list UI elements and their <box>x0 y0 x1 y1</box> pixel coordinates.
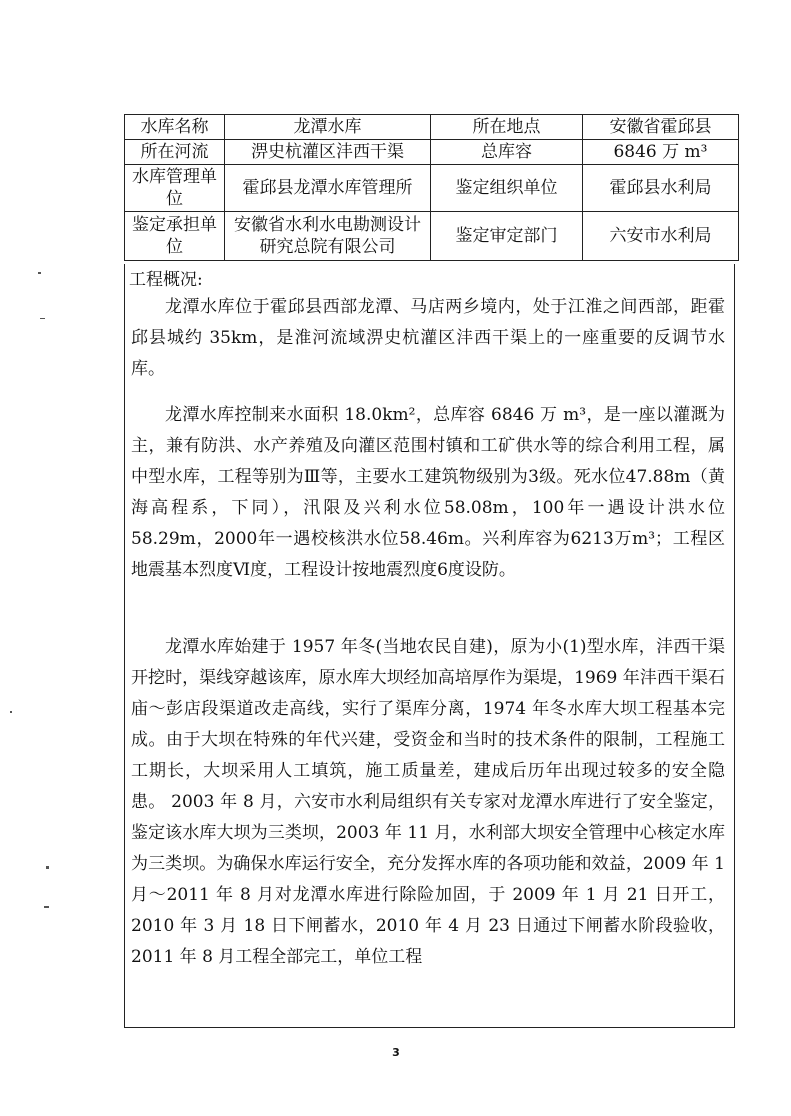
label-approval-dept: 鉴定审定部门 <box>431 212 583 261</box>
table-row <box>125 165 739 212</box>
value-management-unit: 霍邱县龙潭水库管理所 <box>225 165 431 212</box>
table-row <box>125 212 739 261</box>
label-organizing-unit: 鉴定组织单位 <box>431 165 583 212</box>
value-river: 淠史杭灌区沣西干渠 <box>225 140 431 165</box>
scan-speck <box>10 711 12 713</box>
page-number: 3 <box>392 1046 400 1059</box>
label-river: 所在河流 <box>125 140 225 165</box>
label-reservoir-name: 水库名称 <box>125 115 225 140</box>
overview-paragraph: 龙潭水库位于霍邱县西部龙潭、马店两乡境内，处于江淮之间西部，距霍邱县城约 35km，是淮河流域淠史杭灌区沣西干渠上的一座重要的反调节水库。 <box>131 297 725 379</box>
overview-paragraph: 龙潭水库控制来水面积 18.0km²，总库容 6846 万 m³，是一座以灌溉为主，兼有防洪、水产养殖及向灌区范围村镇和工矿供水等的综合利用工程，属中型水库，工程等别为Ⅲ等，主要水工建筑物级别为3级。死水位47.88m（黄海高程系，下同），汛限及兴利水位58.08m，100年一遇设计洪水位58.29m，2000年一遇校核洪水位58.46m。兴利库容为6213万m³；工程区地震基本烈度Ⅵ度，工程设计按地震烈度6度设防。 <box>131 405 725 580</box>
value-undertaking-unit: 安徽省水利水电勘测设计研究总院有限公司 <box>225 212 431 261</box>
table-row <box>125 140 739 165</box>
value-organizing-unit: 霍邱县水利局 <box>583 165 739 212</box>
label-total-capacity: 总库容 <box>431 140 583 165</box>
value-approval-dept: 六安市水利局 <box>583 212 739 261</box>
label-management-unit: 水库管理单位 <box>125 165 225 212</box>
overview-paragraph: 龙潭水库始建于 1957 年冬(当地农民自建)，原为小(1)型水库，沣西干渠开挖时，渠线穿越该库，原水库大坝经加高培厚作为渠堤，1969 年沣西干渠石庙～彭店段渠道改走高线，实行了渠库分离，1974 年冬水库大坝工程基本完成。由于大坝在特殊的年代兴建，受资金和当时的技术条件的限制，工程施工工期长，大坝采用人工填筑，施工质量差，建成后历年出现过较多的安全隐患。 2003 年 8 月，六安市水利局组织有关专家对龙潭水库进行了安全鉴定，鉴定该水库大坝为三类坝，2003 年 11 月，水利部大坝安全管理中心核定水库为三类坝。为确保水库运行安全，充分发挥水库的各项功能和效益，2009 年 1 月～2011 年 8 月对龙潭水库进行除险加固，于 2009 年 1 月 21 日开工，2010 年 3 月 18 日下闸蓄水，2010 年 4 月 23 日通过下闸蓄水阶段验收，2011 年 8 月工程全部完工，单位工程 <box>131 637 725 967</box>
project-overview-section <box>124 264 735 1028</box>
value-location: 安徽省霍邱县 <box>583 115 739 140</box>
value-total-capacity: 6846 万 m³ <box>583 140 739 165</box>
table-row <box>125 115 739 140</box>
label-undertaking-unit: 鉴定承担单位 <box>125 212 225 261</box>
label-location: 所在地点 <box>431 115 583 140</box>
scan-speck <box>38 272 41 274</box>
value-reservoir-name: 龙潭水库 <box>225 115 431 140</box>
overview-heading: 工程概况: <box>129 270 203 290</box>
scan-speck <box>40 318 45 319</box>
reservoir-info-table <box>124 114 739 261</box>
scan-speck <box>44 906 49 908</box>
scan-speck <box>46 866 49 869</box>
